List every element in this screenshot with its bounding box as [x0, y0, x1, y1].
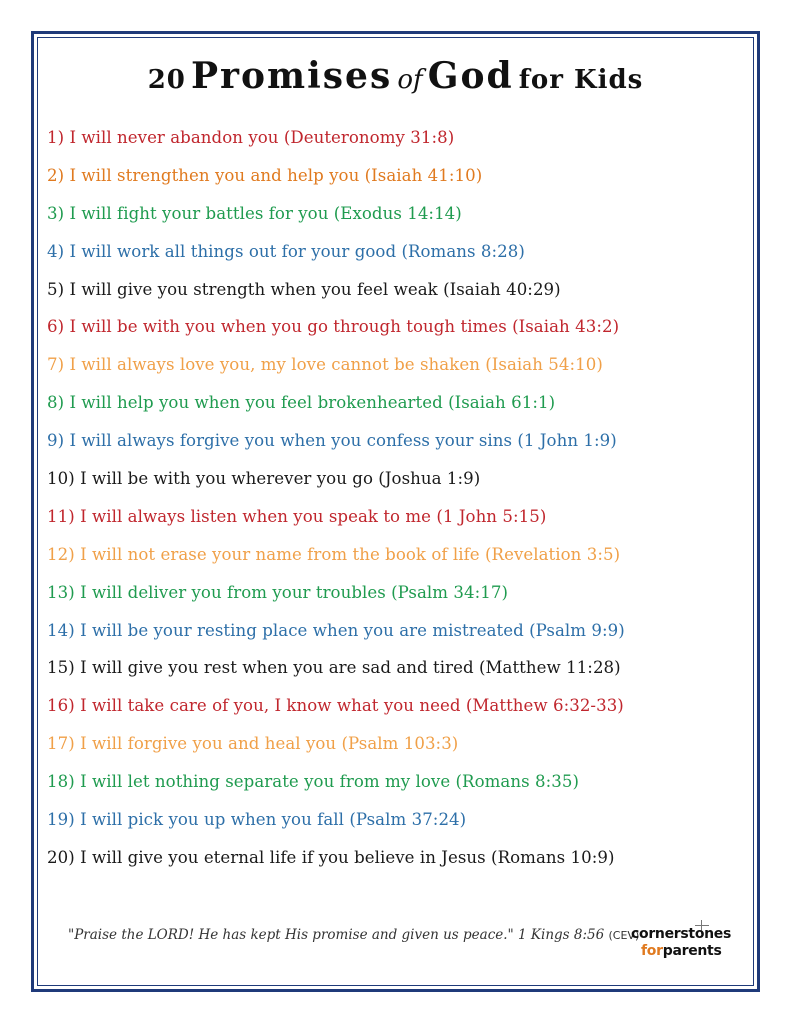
page-title — [0, 55, 791, 97]
promise-item: 17) I will forgive you and heal you (Psalm 103:3) — [47, 734, 459, 754]
promise-item: 14) I will be your resting place when you are mistreated (Psalm 9:9) — [47, 620, 625, 640]
footer-quote — [68, 927, 639, 943]
promise-item: 9) I will always forgive you when you confess your sins (1 John 1:9) — [47, 431, 617, 451]
cornerstones-logo — [631, 926, 747, 960]
promise-item: 10) I will be with you wherever you go (Joshua 1:9) — [47, 469, 481, 489]
promise-list — [47, 124, 625, 882]
promise-item: 20) I will give you eternal life if you believe in Jesus (Romans 10:9) — [47, 847, 615, 867]
promise-item: 13) I will deliver you from your troubles (Psalm 34:17) — [47, 582, 508, 602]
footer-quote-text: "Praise the LORD! He has kept His promise and given us peace." 1 Kings 8:56 — [68, 927, 605, 943]
footer-quote-version: (CEV) — [608, 929, 640, 942]
promise-item: 1) I will never abandon you (Deuteronomy 31:8) — [47, 128, 455, 147]
title-for-kids: for Kids — [518, 65, 644, 95]
promise-item: 15) I will give you rest when you are sad and tired (Matthew 11:28) — [47, 658, 621, 678]
promise-item: 2) I will strengthen you and help you (Isaiah 41:10) — [47, 165, 483, 185]
logo-line-1: cornerstones — [631, 926, 732, 942]
promise-item: 7) I will always love you, my love cannot be shaken (Isaiah 54:10) — [47, 355, 603, 375]
title-number: 20 — [147, 65, 186, 95]
title-promises: Promises — [190, 55, 393, 97]
promise-item: 12) I will not erase your name from the book of life (Revelation 3:5) — [47, 544, 621, 564]
promise-item: 19) I will pick you up when you fall (Psalm 37:24) — [47, 810, 467, 830]
title-god: God — [427, 55, 514, 97]
promise-item: 4) I will work all things out for your good (Romans 8:28) — [47, 241, 525, 261]
promise-item: 3) I will fight your battles for you (Exodus 14:14) — [47, 203, 462, 223]
logo-line-2 — [631, 943, 747, 960]
logo-word-for: for — [641, 943, 663, 959]
promise-item: 16) I will take care of you, I know what you need (Matthew 6:32-33) — [47, 696, 624, 716]
promise-item: 11) I will always listen when you speak to me (1 John 5:15) — [47, 506, 547, 526]
promise-item: 8) I will help you when you feel brokenhearted (Isaiah 61:1) — [47, 393, 556, 413]
promise-item: 6) I will be with you when you go through tough times (Isaiah 43:2) — [47, 317, 620, 337]
promise-item: 5) I will give you strength when you feel weak (Isaiah 40:29) — [47, 279, 561, 299]
logo-word-parents: parents — [662, 943, 722, 959]
title-of: of — [397, 65, 423, 95]
promise-item: 18) I will let nothing separate you from my love (Romans 8:35) — [47, 772, 579, 792]
